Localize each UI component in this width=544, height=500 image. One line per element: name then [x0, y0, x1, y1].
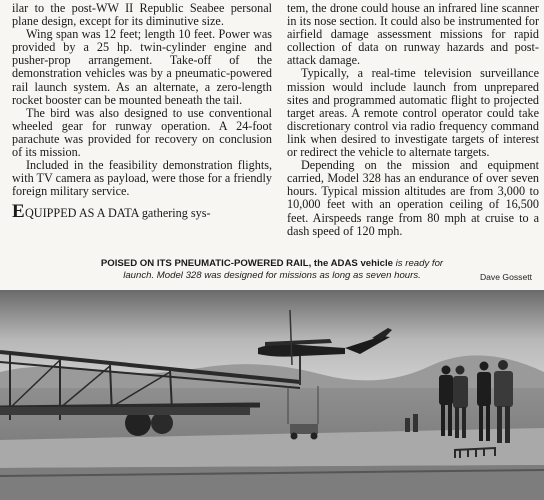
right-paragraph-3: Depending on the mission and equipment carried, Model 328 has an endurance of over seven hours. Typical mission altitudes are from 3,000 to 10,000 feet with an operation ceiling of 16,500 feet. Airspeeds range from 80 mph at cruise to a dash speed of 120 mph.	[287, 158, 539, 238]
right-paragraph-2: Typically, a real-time television surveillance mission would include launch from unprepared sites and programmed automatic flight to projected target areas. A remote control operator could take discretionary control via radio frequency command link when desired to investigate targets of interest or redirect the vehicle to alternate targets.	[287, 66, 539, 160]
left-paragraph-4: Included in the feasibility demonstration flights, with TV camera as payload, were those for a friendly foreign military service.	[12, 158, 272, 199]
left-paragraph-3: The bird was also designed to use conventional wheeled gear for runway operation. A 24-foot parachute was provided for recovery on conclusion of its mission.	[12, 105, 272, 160]
caption-italic-1: is ready for	[392, 258, 444, 269]
left-paragraph-2: Wing span was 12 feet; length 10 feet. Power was provided by a 25 hp. twin-cylinder engine and pusher-prop arrangement. Take-off of the demonstration vehicles was by a pneumatic-powered rail launch system. As an alternate, a zero-length rocket booster can be mounted beneath the tail.	[12, 27, 272, 107]
caption-italic-2: launch. Model 328 was designed for missions as long as seven hours.	[123, 270, 421, 281]
trailer-frame	[0, 407, 250, 415]
marker-post	[413, 414, 418, 432]
launch-photo-illustration	[0, 290, 544, 500]
lead-text: QUIPPED AS A DATA gathering sys-	[24, 206, 211, 221]
lead-initial: E	[12, 201, 25, 223]
left-paragraph-1: ilar to the post-WW II Republic Seabee personal plane design, except for its diminutive size.	[12, 1, 272, 29]
marker-post	[405, 418, 410, 432]
right-paragraph-1: tem, the drone could house an infrared line scanner in its nose section. It could also be instrumented for airfield damage assessment missions for rapid collection of data on runway hazards and post-attack damage.	[287, 1, 539, 68]
launch-photo	[0, 290, 544, 500]
left-text-column	[12, 2, 272, 221]
trailer-wheel-rear	[151, 412, 173, 434]
photo-caption	[0, 258, 544, 282]
photo-credit: Dave Gossett	[479, 272, 532, 282]
right-text-column	[287, 2, 539, 238]
caption-bold-lead: POISED ON ITS PNEUMATIC-POWERED RAIL, the ADAS vehicle	[100, 258, 393, 269]
section-lead-paragraph	[12, 201, 272, 223]
